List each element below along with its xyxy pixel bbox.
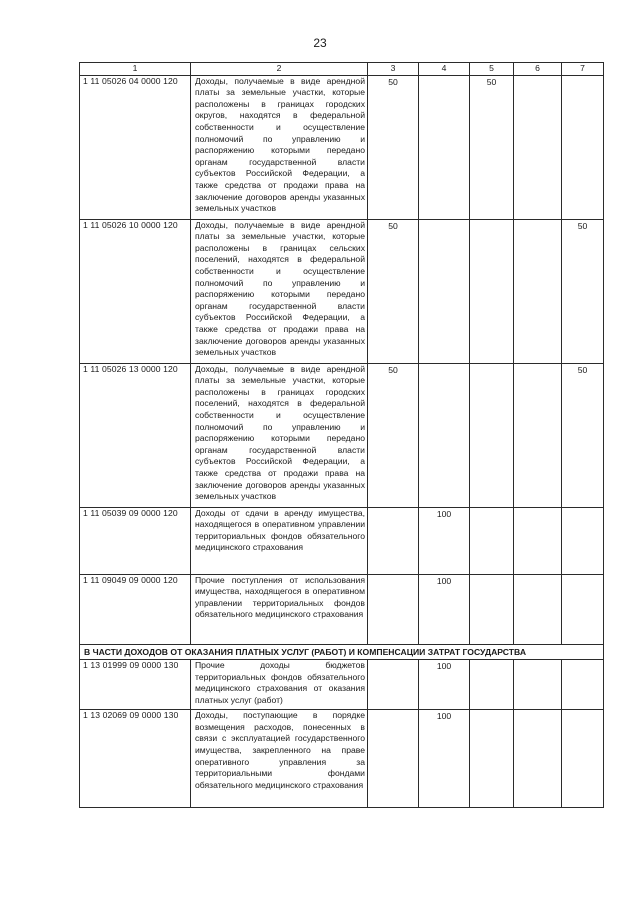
revenue-description: Доходы, получаемые в виде арендной платы за земельные участки, которые расположены в границах городских округов, находятся в федеральной собственности и осуществление полномочий по управлению и распоряжению которыми передано органам государственной власти субъектов Российской Федерации, а также средства от продажи права на заключение договоров аренды указанных земельных участков <box>191 75 368 219</box>
value-cell: 50 <box>368 75 419 219</box>
column-number-row <box>80 63 604 76</box>
value-cell <box>470 219 514 363</box>
value-cell: 100 <box>419 507 470 574</box>
value-cell: 100 <box>419 574 470 644</box>
value-cell <box>514 75 562 219</box>
value-cell <box>419 219 470 363</box>
section-heading: В ЧАСТИ ДОХОДОВ ОТ ОКАЗАНИЯ ПЛАТНЫХ УСЛУГ (РАБОТ) И КОМПЕНСАЦИИ ЗАТРАТ ГОСУДАРСТВА <box>80 644 604 660</box>
value-cell: 50 <box>470 75 514 219</box>
revenue-code: 1 11 09049 09 0000 120 <box>80 574 191 644</box>
value-cell <box>470 660 514 710</box>
value-cell <box>562 710 604 808</box>
value-cell <box>368 660 419 710</box>
column-number: 3 <box>368 63 419 76</box>
value-cell <box>514 574 562 644</box>
value-cell <box>514 363 562 507</box>
value-cell: 50 <box>562 219 604 363</box>
table-row <box>80 660 604 710</box>
value-cell: 50 <box>368 219 419 363</box>
table-row <box>80 574 604 644</box>
value-cell: 100 <box>419 710 470 808</box>
table-row <box>80 75 604 219</box>
revenue-code: 1 11 05026 04 0000 120 <box>80 75 191 219</box>
revenue-description: Доходы, получаемые в виде арендной платы за земельные участки, которые расположены в границах городских поселений, находятся в федеральной собственности и осуществление полномочий по управлению и распоряжению которыми передано органам государственной власти субъектов Российской Федерации, а также средства от продажи права на заключение договоров аренды указанных земельных участков <box>191 363 368 507</box>
value-cell <box>470 363 514 507</box>
value-cell <box>368 507 419 574</box>
value-cell <box>514 219 562 363</box>
value-cell <box>470 574 514 644</box>
section-heading-row <box>80 644 604 660</box>
table-row <box>80 363 604 507</box>
revenue-description: Доходы, получаемые в виде арендной платы за земельные участки, которые расположены в границах сельских поселений, находятся в федеральной собственности и осуществление полномочий по управлению и распоряжению которыми передано органам государственной власти субъектов Российской Федерации, а также средства от продажи права на заключение договоров аренды указанных земельных участков <box>191 219 368 363</box>
value-cell <box>562 75 604 219</box>
value-cell <box>562 660 604 710</box>
value-cell <box>470 710 514 808</box>
revenue-description: Доходы, поступающие в порядке возмещения расходов, понесенных в связи с эксплуатацией государственного имущества, закрепленного на праве оперативного управления за территориальными фондами обязательного медицинского страхования <box>191 710 368 808</box>
value-cell <box>419 363 470 507</box>
value-cell <box>470 507 514 574</box>
column-number: 1 <box>80 63 191 76</box>
column-number: 5 <box>470 63 514 76</box>
revenue-code: 1 11 05026 13 0000 120 <box>80 363 191 507</box>
value-cell: 50 <box>368 363 419 507</box>
value-cell <box>419 75 470 219</box>
value-cell <box>514 507 562 574</box>
value-cell: 100 <box>419 660 470 710</box>
value-cell <box>368 574 419 644</box>
value-cell <box>514 660 562 710</box>
value-cell <box>514 710 562 808</box>
revenue-description: Прочие поступления от использования имущества, находящегося в оперативном управлении территориальных фондов обязательного медицинского страхования <box>191 574 368 644</box>
value-cell <box>368 710 419 808</box>
revenue-code: 1 11 05039 09 0000 120 <box>80 507 191 574</box>
column-number: 6 <box>514 63 562 76</box>
revenue-code: 1 13 01999 09 0000 130 <box>80 660 191 710</box>
value-cell <box>562 574 604 644</box>
column-number: 7 <box>562 63 604 76</box>
column-number: 2 <box>191 63 368 76</box>
revenue-code: 1 11 05026 10 0000 120 <box>80 219 191 363</box>
revenue-code: 1 13 02069 09 0000 130 <box>80 710 191 808</box>
table-row <box>80 219 604 363</box>
revenue-description: Доходы от сдачи в аренду имущества, находящегося в оперативном управлении территориальных фондов обязательного медицинского страхования <box>191 507 368 574</box>
value-cell: 50 <box>562 363 604 507</box>
table-row <box>80 507 604 574</box>
revenue-description: Прочие доходы бюджетов территориальных фондов обязательного медицинского страхования от оказания платных услуг (работ) <box>191 660 368 710</box>
page-number: 23 <box>313 36 327 50</box>
revenue-classification-table <box>79 62 604 808</box>
table-row <box>80 710 604 808</box>
column-number: 4 <box>419 63 470 76</box>
value-cell <box>562 507 604 574</box>
